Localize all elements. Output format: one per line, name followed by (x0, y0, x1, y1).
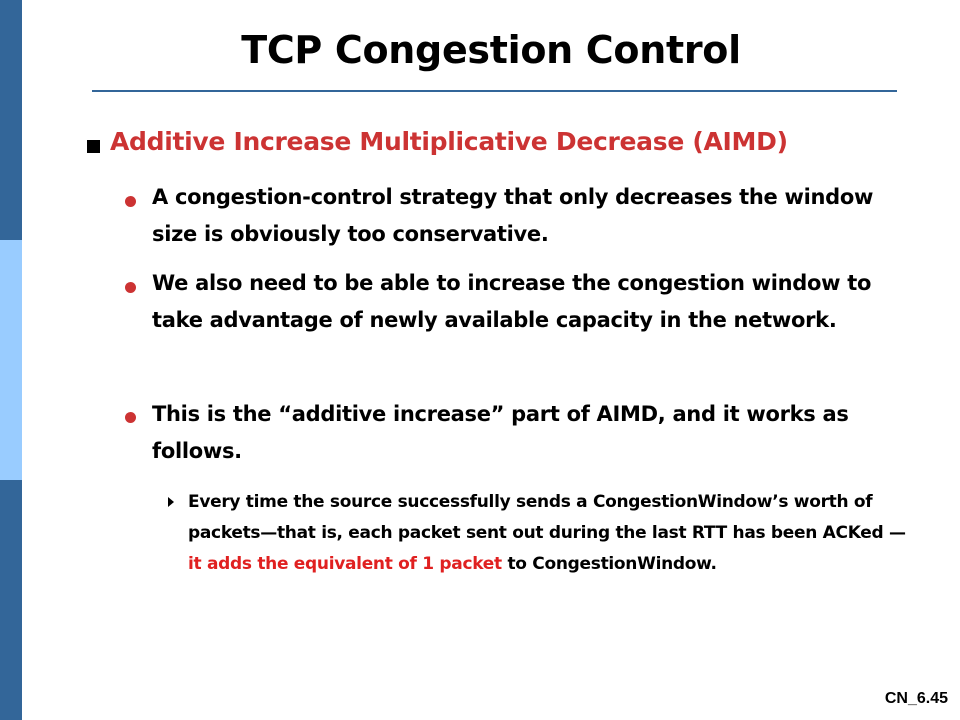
sidebar-decoration (0, 0, 22, 720)
section-heading: Additive Increase Multiplicative Decrease (AIMD) (110, 127, 788, 156)
bullet-item: A congestion-control strategy that only decreases the window size is obviously too conservative. (152, 185, 874, 246)
sidebar-band-middle (0, 240, 22, 480)
title-divider (92, 90, 897, 92)
sub-bullet-text-end: to CongestionWindow. (501, 554, 717, 574)
sidebar-band-bottom (0, 480, 22, 720)
sub-bullet-item (188, 487, 923, 580)
square-bullet-icon (87, 140, 100, 153)
slide-title: TCP Congestion Control (241, 28, 741, 72)
bullet-item: This is the “additive increase” part of AIMD, and it works as follows. (152, 402, 849, 463)
round-bullet-icon (125, 196, 136, 207)
round-bullet-icon (125, 412, 136, 423)
slide-number: CN_6.45 (884, 690, 948, 707)
bullet-item: We also need to be able to increase the congestion window to take advantage of newly available capacity in the network. (152, 271, 872, 332)
sub-bullet-highlight: it adds the equivalent of 1 packet (188, 554, 502, 574)
round-bullet-icon (125, 282, 136, 293)
sub-bullet-text: Every time the source successfully sends a CongestionWindow’s worth of packets—that is, each packet sent out during the last RTT has been ACKed — (188, 492, 906, 543)
sidebar-band-top (0, 0, 22, 240)
triangle-bullet-icon (168, 497, 174, 507)
